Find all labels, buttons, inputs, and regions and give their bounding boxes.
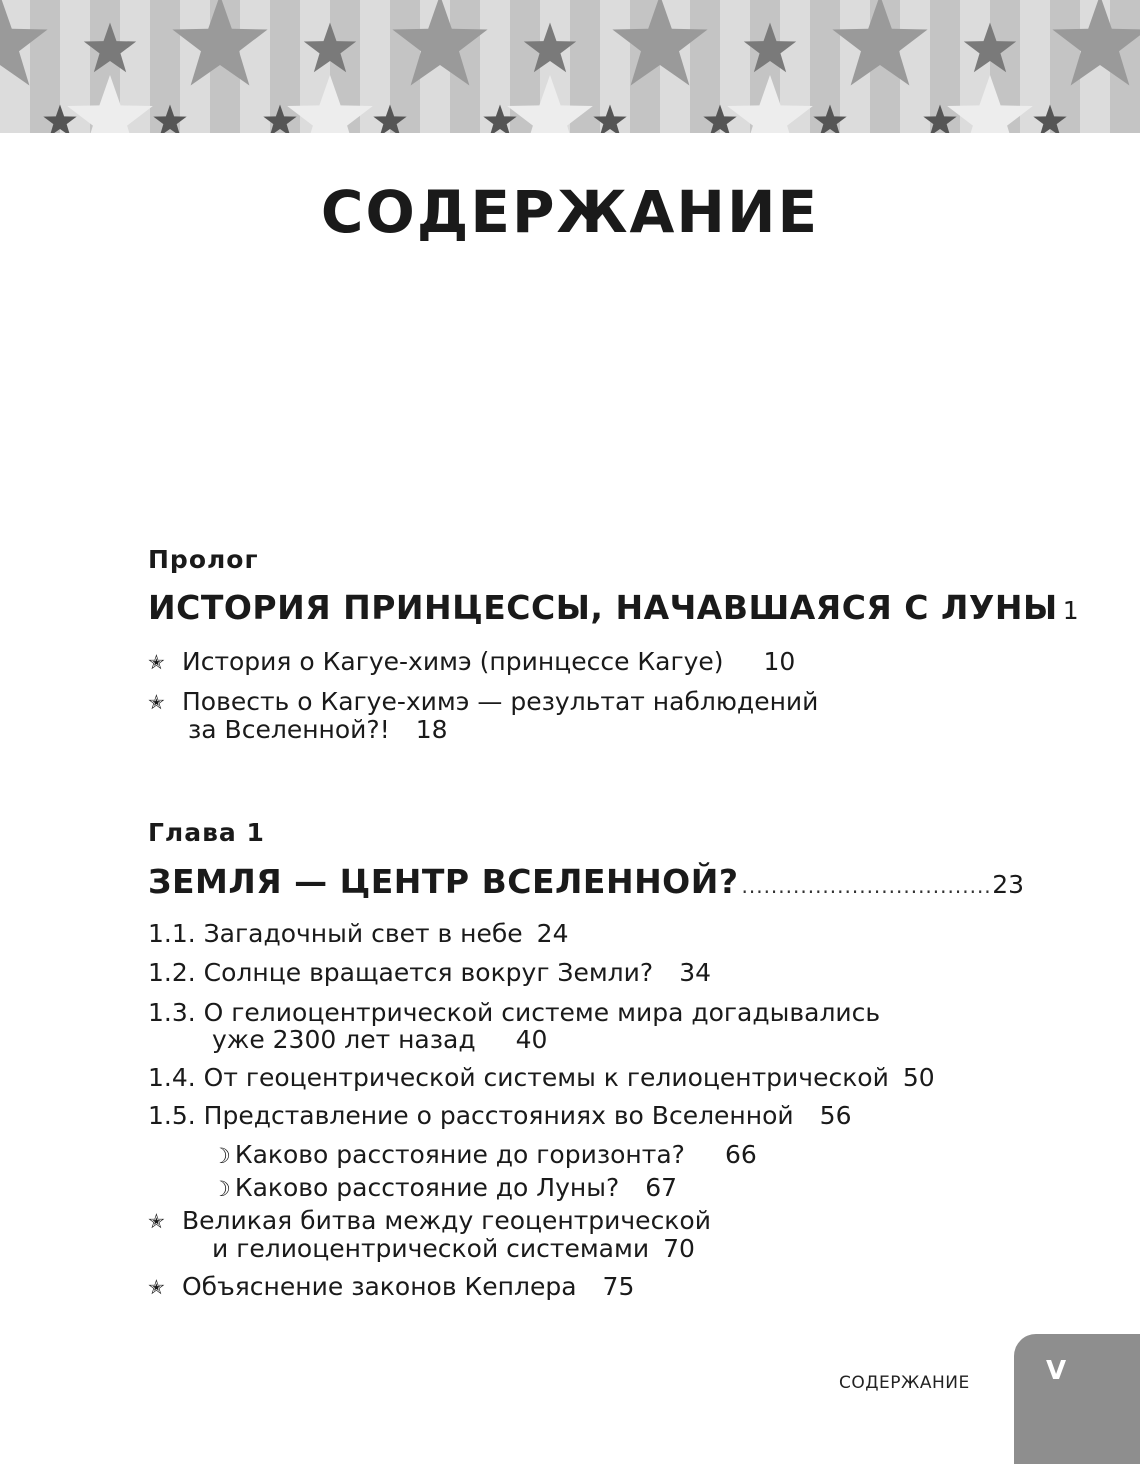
toc-entry[interactable]: 1.5. Представление о расстояниях во Вселенной 56 [148, 1101, 852, 1130]
running-footer: СОДЕРЖАНИЕ [839, 1373, 970, 1393]
page-tab [1014, 1334, 1140, 1464]
toc-entry[interactable]: 1.4. От геоцентрической системы к гелиоцентрической 50 [148, 1063, 935, 1092]
chapter-label: Глава 1 [148, 818, 265, 847]
moon-icon: ☽ [212, 1144, 231, 1168]
star-icon: ✭ [148, 650, 165, 674]
chapter-title: ЗЕМЛЯ — ЦЕНТР ВСЕЛЕННОЙ? [148, 862, 739, 901]
toc-entry[interactable]: ✭ Повесть о Кагуе-химэ — результат наблюдений за Вселенной?! 18 [148, 687, 819, 744]
star-icon: ✭ [148, 690, 165, 714]
star-icon: ✭ [148, 1209, 165, 1233]
prologue-page: 1 [1062, 596, 1079, 625]
prologue-label: Пролог [148, 545, 259, 574]
moon-icon: ☽ [212, 1177, 231, 1201]
prologue-title-row[interactable] [148, 588, 1079, 627]
toc-entry[interactable]: 1.3. О гелиоцентрической системе мира догадывались уже 2300 лет назад 40 [148, 998, 881, 1054]
page-title: СОДЕРЖАНИЕ [320, 178, 820, 246]
prologue-title: ИСТОРИЯ ПРИНЦЕССЫ, НАЧАВШАЯСЯ С ЛУНЫ [148, 588, 1058, 627]
page-number: V [1046, 1356, 1067, 1386]
star-icon: ✭ [148, 1275, 165, 1299]
leader-dots [742, 874, 991, 898]
toc-entry[interactable]: ✭ История о Кагуе-химэ (принцессе Кагуе) 10 [148, 647, 796, 676]
toc-entry[interactable]: ✭ Великая битва между геоцентрической и гелиоцентрической системами 70 [148, 1206, 711, 1263]
toc-entry[interactable]: 1.2. Солнце вращается вокруг Земли? 34 [148, 958, 711, 987]
toc-subentry[interactable]: ☽ Каково расстояние до горизонта? 66 [212, 1140, 757, 1169]
toc-subentry[interactable]: ☽ Каково расстояние до Луны? 67 [212, 1173, 678, 1202]
toc-entry[interactable]: ✭ Объяснение законов Кеплера 75 [148, 1272, 635, 1301]
toc-entry[interactable]: 1.1. Загадочный свет в небе 24 [148, 919, 569, 948]
chapter-title-row[interactable] [148, 862, 1024, 901]
star-pattern-banner [0, 0, 1140, 133]
chapter-page: 23 [992, 870, 1024, 899]
